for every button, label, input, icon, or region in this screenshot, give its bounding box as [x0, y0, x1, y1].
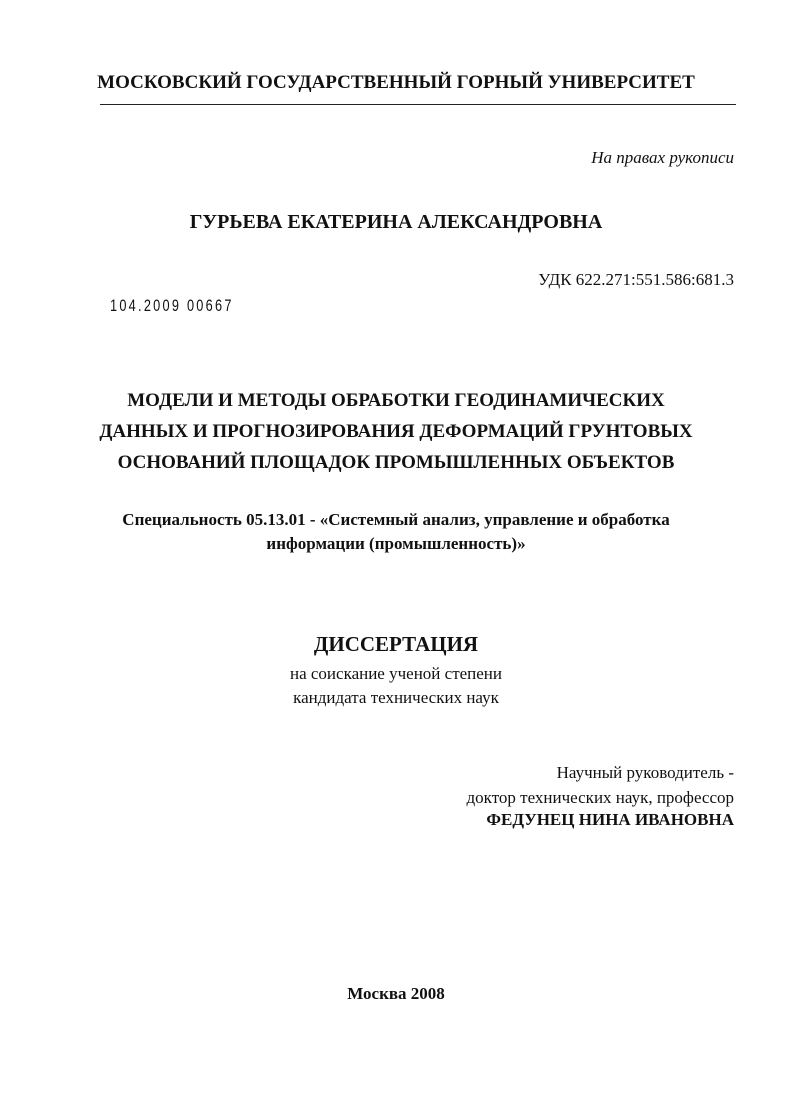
specialty-line: информации (промышленность)» — [266, 534, 526, 553]
specialty-line: Специальность 05.13.01 - «Системный анализ, управление и обработка — [122, 510, 670, 529]
divider — [100, 104, 736, 105]
document-type: ДИССЕРТАЦИЯ — [313, 632, 479, 656]
author-name: ГУРЬЕВА ЕКАТЕРИНА АЛЕКСАНДРОВНА — [189, 211, 603, 233]
title-line: МОДЕЛИ И МЕТОДЫ ОБРАБОТКИ ГЕОДИНАМИЧЕСКИХ — [127, 390, 665, 411]
supervisor-label: Научный руководитель - — [556, 763, 734, 782]
title-line: ОСНОВАНИЙ ПЛОЩАДОК ПРОМЫШЛЕННЫХ ОБЪЕКТОВ — [117, 452, 675, 473]
supervisor-title: доктор технических наук, профессор — [466, 788, 734, 807]
city-year: Москва 2008 — [347, 984, 445, 1003]
university-name: МОСКОВСКИЙ ГОСУДАРСТВЕННЫЙ ГОРНЫЙ УНИВЕРСИТЕТ — [97, 72, 695, 93]
archive-stamp: 104.2009 00667 — [110, 296, 234, 315]
degree-line: на соискание ученой степени — [289, 664, 503, 683]
udk-code: УДК 622.271:551.586:681.3 — [538, 270, 734, 289]
rights-note: На правах рукописи — [591, 148, 734, 167]
supervisor-name: ФЕДУНЕЦ НИНА ИВАНОВНА — [486, 810, 734, 829]
degree-line: кандидата технических наук — [293, 688, 499, 707]
title-line: ДАННЫХ И ПРОГНОЗИРОВАНИЯ ДЕФОРМАЦИЙ ГРУНТОВЫХ — [99, 421, 693, 442]
